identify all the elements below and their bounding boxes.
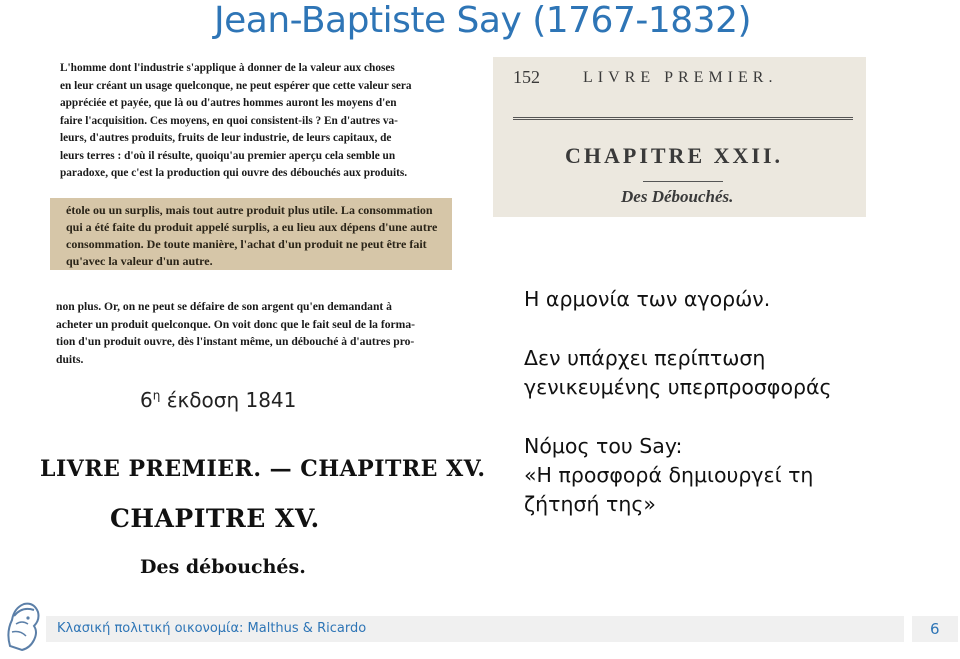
text-line: «Η προσφορά δημιουργεί τη xyxy=(524,463,814,487)
edition-text: έκδοση 1841 xyxy=(166,388,297,412)
says-law-text xyxy=(524,432,813,519)
text-line: L'homme dont l'industrie s'applique à donner de la valeur aux choses xyxy=(60,62,395,74)
chapter-title: CHAPITRE XXII. xyxy=(565,143,784,168)
scanned-text-excerpt-3 xyxy=(56,298,452,368)
text-line: appréciée et payée, que là ou d'autres hommes auront les moyens d'en xyxy=(60,97,397,109)
footer-bar xyxy=(46,616,904,642)
chapter-subtitle: Des Débouchés. xyxy=(621,187,734,206)
book-heading-line-2: CHAPITRE XV. xyxy=(110,504,320,533)
text-line: non plus. Or, on ne peut se défaire de son argent qu'en demandant à xyxy=(56,300,392,313)
text-line: paradoxe, que c'est la production qui ouvre des débouchés aux produits. xyxy=(60,167,408,179)
scanned-chapter-heading xyxy=(493,57,866,217)
athena-head-logo-icon xyxy=(0,596,44,654)
text-line: consommation. De toute manière, l'achat d'un produit ne peut être fait xyxy=(66,237,427,251)
text-line: qu'avec la valeur d'un autre. xyxy=(66,254,213,268)
text-line: en leur créant un usage quelconque, ne peut espérer que cette valeur sera xyxy=(60,79,412,92)
book-heading-line-3: Des débouchés. xyxy=(140,556,306,578)
double-rule xyxy=(513,117,853,120)
slide-title: Jean-Baptiste Say (1767-1832) xyxy=(214,0,752,41)
overproduction-text xyxy=(524,344,832,402)
edition-caption xyxy=(140,388,296,412)
page-number: 6 xyxy=(930,620,940,638)
text-line: faire l'acquisition. Ces moyens, en quoi consistent-ils ? En d'autres va- xyxy=(60,114,398,127)
text-line: Δεν υπάρχει περίπτωση xyxy=(524,346,766,370)
text-line: leurs terres : d'où il résulte, quoiqu'au premier aperçu cela semble un xyxy=(60,149,396,162)
scanned-text-excerpt-2 xyxy=(50,198,452,270)
page-number-scan: 152 xyxy=(513,67,540,87)
edition-superscript: η xyxy=(152,388,161,403)
text-line: leurs, d'autres produits, fruits de leur industrie, de leurs capitaux, de xyxy=(60,132,392,144)
text-line: Η αρμονία των αγορών. xyxy=(524,287,771,311)
footer-text: Κλασική πολιτική οικονομία: Malthus & Ricardo xyxy=(57,621,367,636)
edition-number: 6 xyxy=(140,388,153,412)
text-line: γενικευμένης υπερπροσφοράς xyxy=(524,375,832,399)
scanned-text-excerpt-1 xyxy=(60,60,445,183)
text-line: duits. xyxy=(56,352,84,366)
text-line: étole ou un surplis, mais tout autre produit plus utile. La consommation xyxy=(66,203,433,217)
text-line: tion d'un produit ouvre, dès l'instant même, un débouché à d'autres pro- xyxy=(56,335,415,348)
text-line: ζήτησή της» xyxy=(524,492,656,516)
harmony-text xyxy=(524,285,770,314)
text-line: qui a été faite du produit appelé surplis, a eu lieu aux dépens d'une autre xyxy=(66,220,438,234)
running-head: LIVRE PREMIER. xyxy=(583,69,778,86)
book-heading-line-1: LIVRE PREMIER. — CHAPITRE XV. xyxy=(40,456,486,482)
rule xyxy=(643,181,723,182)
text-line: Νόμος του Say: xyxy=(524,434,683,458)
text-line: acheter un produit quelconque. On voit donc que le fait seul de la forma- xyxy=(56,317,415,331)
page-number-box xyxy=(912,616,958,642)
